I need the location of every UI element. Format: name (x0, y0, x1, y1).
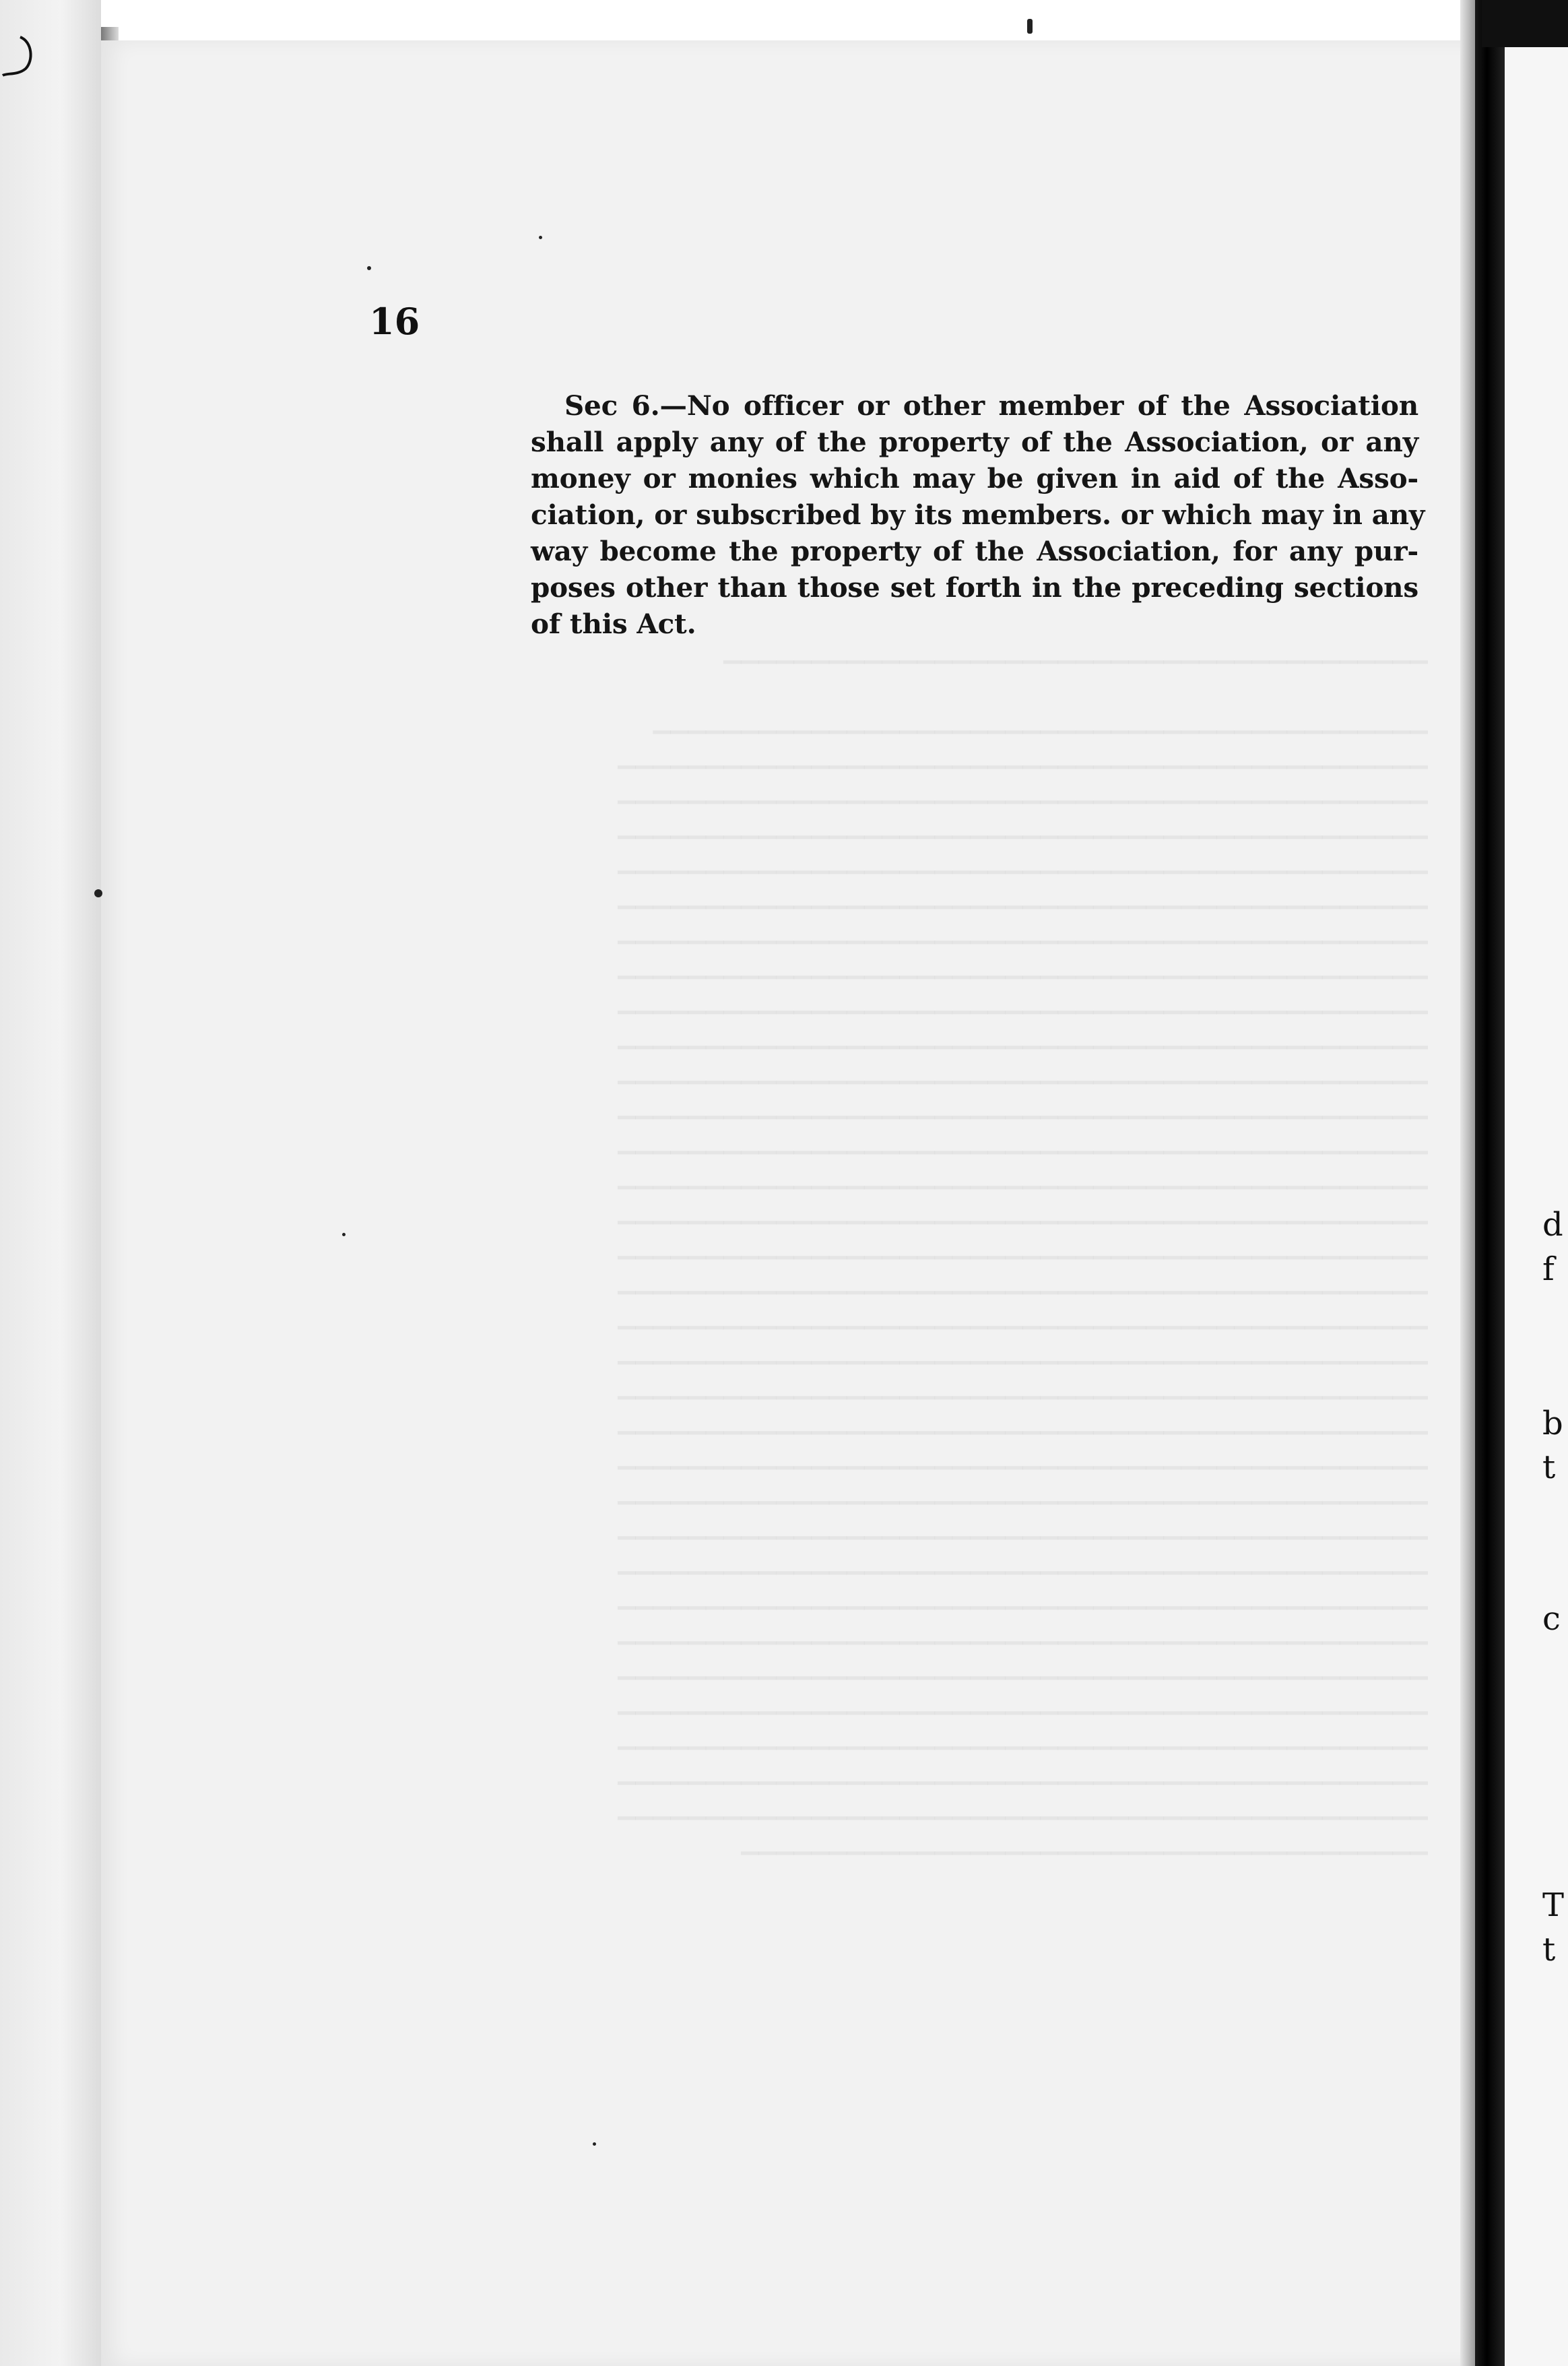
page-number: 16 (369, 300, 420, 343)
bleed-through-text: ▁▁▁▁▁▁▁▁▁▁▁▁▁▁▁▁▁▁▁▁▁▁▁▁▁▁▁▁▁▁▁▁▁▁▁▁▁▁▁▁ ▁▁▁▁▁▁▁▁▁▁▁▁▁▁▁▁▁▁▁▁▁▁▁▁▁▁▁▁▁▁▁▁▁▁▁▁▁▁▁▁▁▁▁▁ ▁▁▁▁▁▁▁▁▁▁▁▁▁▁▁▁▁▁▁▁▁▁▁▁▁▁▁▁▁▁▁▁▁▁▁▁▁▁▁▁▁▁▁▁▁▁ ▁▁▁▁▁▁▁▁▁▁▁▁▁▁▁▁▁▁▁▁▁▁▁▁▁▁▁▁▁▁▁▁▁▁▁▁▁▁▁▁▁▁▁▁▁▁ ▁▁▁▁▁▁▁▁▁▁▁▁▁▁▁▁▁▁▁▁▁▁▁▁▁▁▁▁▁▁▁▁▁▁▁▁▁▁▁▁▁▁▁▁▁▁ ▁▁▁▁▁▁▁▁▁▁▁▁▁▁▁▁▁▁▁▁▁▁▁▁▁▁▁▁▁▁▁▁▁▁▁▁▁▁▁▁▁▁▁▁▁▁ ▁▁▁▁▁▁▁▁▁▁▁▁▁▁▁▁▁▁▁▁▁▁▁▁▁▁▁▁▁▁▁▁▁▁▁▁▁▁▁▁▁▁▁▁▁▁ ▁▁▁▁▁▁▁▁▁▁▁▁▁▁▁▁▁▁▁▁▁▁▁▁▁▁▁▁▁▁▁▁▁▁▁▁▁▁▁▁▁▁▁▁▁▁ ▁▁▁▁▁▁▁▁▁▁▁▁▁▁▁▁▁▁▁▁▁▁▁▁▁▁▁▁▁▁▁▁▁▁▁▁▁▁▁▁▁▁▁▁▁▁ ▁▁▁▁▁▁▁▁▁▁▁▁▁▁▁▁▁▁▁▁▁▁▁▁▁▁▁▁▁▁▁▁▁▁▁▁▁▁▁▁▁▁▁▁▁▁ ▁▁▁▁▁▁▁▁▁▁▁▁▁▁▁▁▁▁▁▁▁▁▁▁▁▁▁▁▁▁▁▁▁▁▁▁▁▁▁▁▁▁▁▁▁▁ ▁▁▁▁▁▁▁▁▁▁▁▁▁▁▁▁▁▁▁▁▁▁▁▁▁▁▁▁▁▁▁▁▁▁▁▁▁▁▁▁▁▁▁▁▁▁ ▁▁▁▁▁▁▁▁▁▁▁▁▁▁▁▁▁▁▁▁▁▁▁▁▁▁▁▁▁▁▁▁▁▁▁▁▁▁▁▁▁▁▁▁▁▁ ▁▁▁▁▁▁▁▁▁▁▁▁▁▁▁▁▁▁▁▁▁▁▁▁▁▁▁▁▁▁▁▁▁▁▁▁▁▁▁▁▁▁▁▁▁▁ ▁▁▁▁▁▁▁▁▁▁▁▁▁▁▁▁▁▁▁▁▁▁▁▁▁▁▁▁▁▁▁▁▁▁▁▁▁▁▁▁▁▁▁▁▁▁ ▁▁▁▁▁▁▁▁▁▁▁▁▁▁▁▁▁▁▁▁▁▁▁▁▁▁▁▁▁▁▁▁▁▁▁▁▁▁▁▁▁▁▁▁▁▁ ▁▁▁▁▁▁▁▁▁▁▁▁▁▁▁▁▁▁▁▁▁▁▁▁▁▁▁▁▁▁▁▁▁▁▁▁▁▁▁▁▁▁▁▁▁▁ ▁▁▁▁▁▁▁▁▁▁▁▁▁▁▁▁▁▁▁▁▁▁▁▁▁▁▁▁▁▁▁▁▁▁▁▁▁▁▁▁▁▁▁▁▁▁ ▁▁▁▁▁▁▁▁▁▁▁▁▁▁▁▁▁▁▁▁▁▁▁▁▁▁▁▁▁▁▁▁▁▁▁▁▁▁▁▁▁▁▁▁▁▁ ▁▁▁▁▁▁▁▁▁▁▁▁▁▁▁▁▁▁▁▁▁▁▁▁▁▁▁▁▁▁▁▁▁▁▁▁▁▁▁▁▁▁▁▁▁▁ ▁▁▁▁▁▁▁▁▁▁▁▁▁▁▁▁▁▁▁▁▁▁▁▁▁▁▁▁▁▁▁▁▁▁▁▁▁▁▁▁▁▁▁▁▁▁ ▁▁▁▁▁▁▁▁▁▁▁▁▁▁▁▁▁▁▁▁▁▁▁▁▁▁▁▁▁▁▁▁▁▁▁▁▁▁▁▁▁▁▁▁▁▁ ▁▁▁▁▁▁▁▁▁▁▁▁▁▁▁▁▁▁▁▁▁▁▁▁▁▁▁▁▁▁▁▁▁▁▁▁▁▁▁▁▁▁▁▁▁▁ ▁▁▁▁▁▁▁▁▁▁▁▁▁▁▁▁▁▁▁▁▁▁▁▁▁▁▁▁▁▁▁▁▁▁▁▁▁▁▁▁▁▁▁▁▁▁ ▁▁▁▁▁▁▁▁▁▁▁▁▁▁▁▁▁▁▁▁▁▁▁▁▁▁▁▁▁▁▁▁▁▁▁▁▁▁▁▁▁▁▁▁▁▁ ▁▁▁▁▁▁▁▁▁▁▁▁▁▁▁▁▁▁▁▁▁▁▁▁▁▁▁▁▁▁▁▁▁▁▁▁▁▁▁▁▁▁▁▁▁▁ ▁▁▁▁▁▁▁▁▁▁▁▁▁▁▁▁▁▁▁▁▁▁▁▁▁▁▁▁▁▁▁▁▁▁▁▁▁▁▁▁▁▁▁▁▁▁ ▁▁▁▁▁▁▁▁▁▁▁▁▁▁▁▁▁▁▁▁▁▁▁▁▁▁▁▁▁▁▁▁▁▁▁▁▁▁▁▁▁▁▁▁▁▁ ▁▁▁▁▁▁▁▁▁▁▁▁▁▁▁▁▁▁▁▁▁▁▁▁▁▁▁▁▁▁▁▁▁▁▁▁▁▁▁▁▁▁▁▁▁▁ ▁▁▁▁▁▁▁▁▁▁▁▁▁▁▁▁▁▁▁▁▁▁▁▁▁▁▁▁▁▁▁▁▁▁▁▁▁▁▁▁▁▁▁▁▁▁ ▁▁▁▁▁▁▁▁▁▁▁▁▁▁▁▁▁▁▁▁▁▁▁▁▁▁▁▁▁▁▁▁▁▁▁▁▁▁▁▁▁▁▁▁▁▁ ▁▁▁▁▁▁▁▁▁▁▁▁▁▁▁▁▁▁▁▁▁▁▁▁▁▁▁▁▁▁▁▁▁▁▁▁▁▁▁▁▁▁▁▁▁▁ ▁▁▁▁▁▁▁▁▁▁▁▁▁▁▁▁▁▁▁▁▁▁▁▁▁▁▁▁▁▁▁▁▁▁▁▁▁▁▁▁▁▁▁▁▁▁ ▁▁▁▁▁▁▁▁▁▁▁▁▁▁▁▁▁▁▁▁▁▁▁▁▁▁▁▁▁▁▁▁▁▁▁▁▁▁▁ (618, 637, 1428, 1855)
scan-speck (367, 266, 371, 270)
paragraph-line: money or monies which may be given in aid of the Asso- (531, 462, 1418, 494)
scan-speck (593, 2142, 596, 2146)
paragraph-line: poses other than those set forth in the preceding sections (531, 571, 1418, 604)
facing-page-fragment: t (1542, 1448, 1556, 1486)
corner-scribble (0, 34, 40, 81)
facing-page-fragment: d (1542, 1206, 1563, 1244)
scan-speck (539, 236, 542, 239)
paragraph-line: of this Act. (531, 608, 696, 640)
scan-speck (1027, 19, 1033, 34)
scan-speck (94, 889, 102, 897)
scanner-background (0, 0, 101, 2366)
facing-page (1505, 0, 1568, 2366)
paragraph-line: ciation, or subscribed by its members. or which may in any (531, 499, 1425, 531)
paragraph-line: shall apply any of the property of the Association, or any (531, 426, 1418, 458)
paragraph-line: Sec 6.—No officer or other member of the Association (564, 389, 1418, 422)
top-shadow (1482, 0, 1568, 47)
book-spine (1475, 0, 1505, 2366)
paragraph-line: way become the property of the Association, for any pur- (531, 535, 1418, 567)
facing-page-fragment: T (1542, 1886, 1565, 1924)
scan-speck (342, 1233, 346, 1236)
facing-page-fragment: f (1542, 1250, 1555, 1288)
section-6-paragraph (531, 387, 1425, 642)
page-curl-shading (1460, 0, 1475, 2366)
facing-page-fragment: c (1542, 1600, 1561, 1638)
facing-page-fragment: t (1542, 1931, 1556, 1969)
facing-page-fragment: b (1542, 1405, 1563, 1442)
